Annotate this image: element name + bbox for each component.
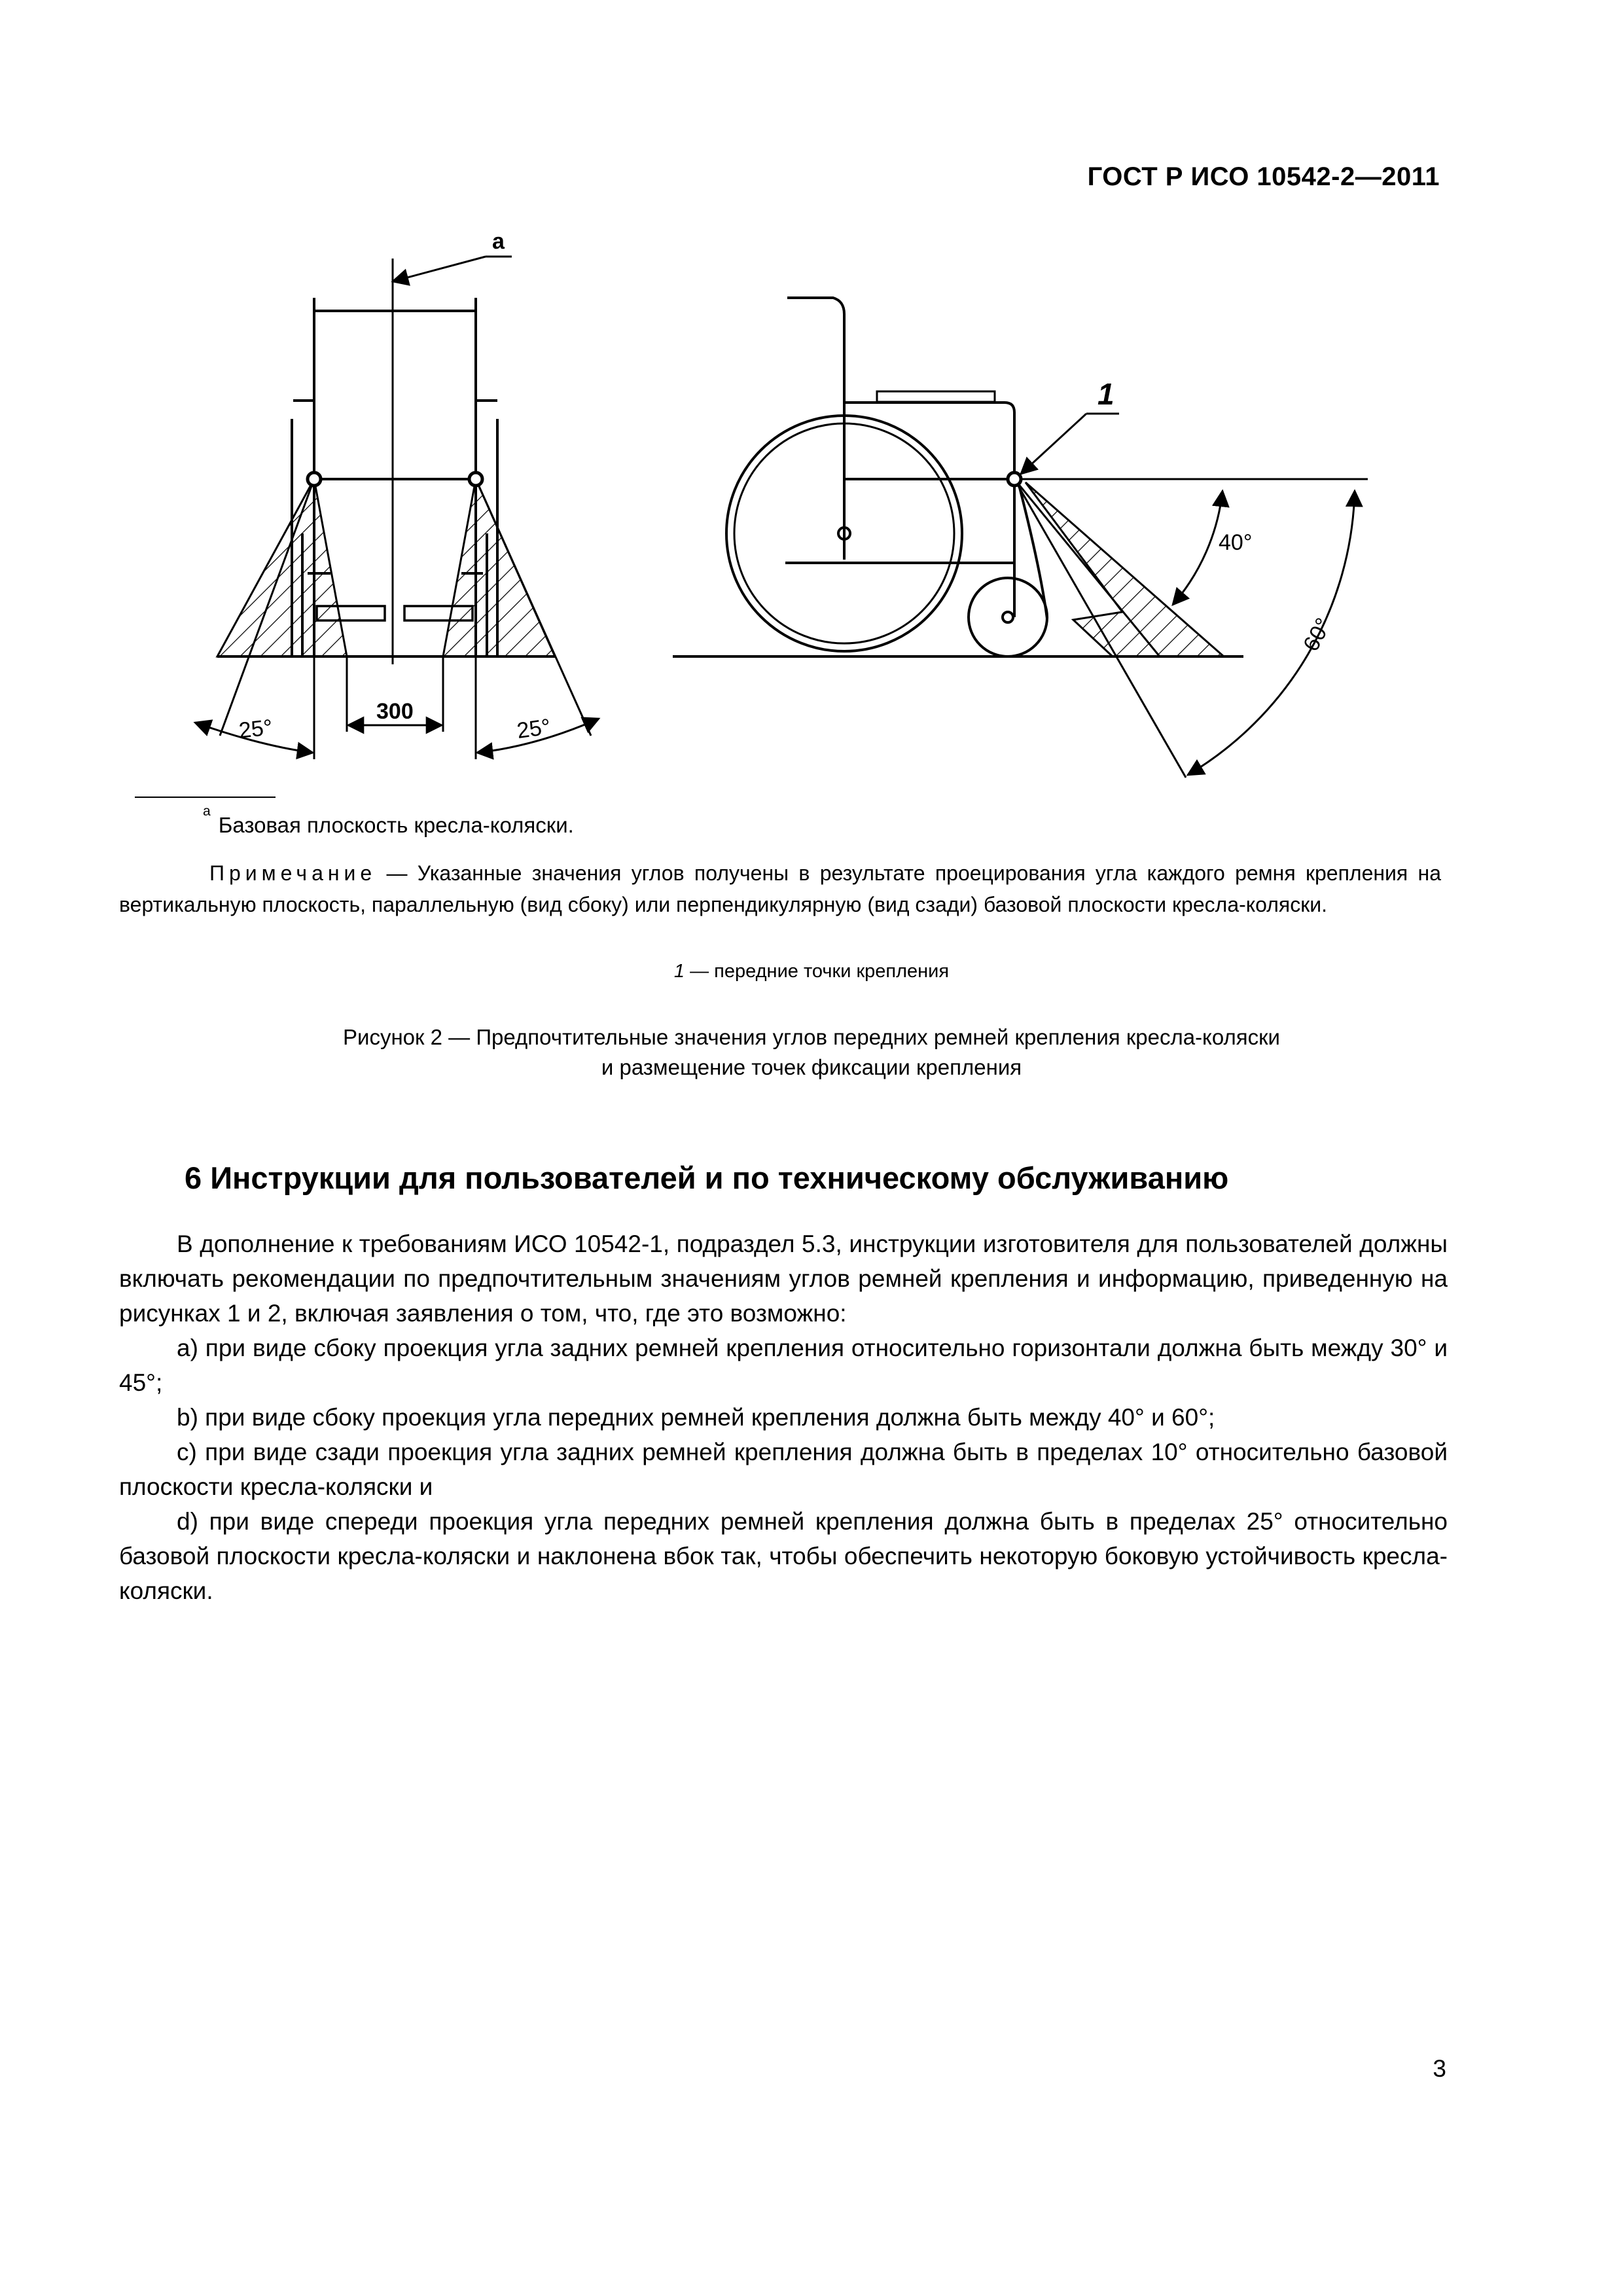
rear-strap-zones: [217, 479, 555, 656]
rear-dimension-lines: [195, 257, 599, 759]
rear-dimension-label: 300: [376, 699, 414, 724]
side-strap-zone: [1026, 482, 1224, 656]
front-point-label: 1: [1097, 377, 1115, 411]
figure-note: [119, 857, 1441, 920]
figure-legend: [0, 961, 1623, 982]
paragraph-intro: В дополнение к требованиям ИСО 10542-1, подраздел 5.3, инструкции изготовителя для пользователей должны включать рекомендации по предпочтительным значениям углов ремней крепления и информацию, приведенную на рисунках 1 и 2, включая заявления о том, что, где это возможно:: [119, 1230, 1448, 1327]
rear-angle-right-label: 25°: [515, 714, 552, 744]
legend-key: 1: [673, 961, 685, 982]
list-item-b: b) при виде сбоку проекция угла передних ремней крепления должна быть между 40° и 60°;: [177, 1404, 1215, 1431]
caption-line-1: Рисунок 2 — Предпочтительные значения углов передних ремней крепления кресла-коляски: [343, 1025, 1280, 1049]
rear-angle-left-label: 25°: [238, 715, 274, 744]
list-item-d: d) при виде спереди проекция угла передних ремней крепления должна быть в пределах 25° относительно базовой плоскости кресла-коляски и наклонена вбок так, чтобы обеспечить некоторую боковую устойчивость кресла-коляски.: [119, 1508, 1448, 1604]
list-item-c: c) при виде сзади проекция угла задних ремней крепления должна быть в пределах 10° относительно базовой плоскости кресла-коляски и: [119, 1439, 1448, 1500]
document-code: ГОСТ Р ИСО 10542-2—2011: [1087, 162, 1440, 191]
side-angle-max-label: 60°: [1298, 614, 1336, 656]
section-heading: 6 Инструкции для пользователей и по техническому обслуживанию: [185, 1160, 1229, 1195]
front-anchor-point: [1008, 473, 1021, 486]
figure-caption: [0, 1022, 1623, 1083]
footnote-marker: a: [203, 804, 211, 819]
side-angle-lines: [1014, 414, 1368, 778]
list-item-a: a) при виде сбоку проекция угла задних ремней крепления относительно горизонтали должна быть между 30° и 45°;: [119, 1335, 1448, 1396]
reference-plane-label: a: [492, 229, 505, 254]
figure-2-diagram: [0, 0, 1623, 798]
footnote-text: Базовая плоскость кресла-коляски.: [218, 813, 574, 837]
side-angle-min-label: 40°: [1219, 530, 1253, 555]
caption-line-2: и размещение точек фиксации крепления: [601, 1055, 1022, 1079]
footnote: [203, 804, 574, 838]
legend-text: — передние точки крепления: [685, 961, 950, 982]
section-body: [119, 1227, 1448, 1608]
note-text: — Указанные значения углов получены в результате проецирования угла каждого ремня крепления на вертикальную плоскость, параллельную (вид сбоку) или перпендикулярную (вид сзади) базовой плоскости кресла-коляски.: [119, 861, 1441, 916]
page-number: 3: [1433, 2055, 1446, 2082]
footnote-separator: [135, 797, 276, 798]
note-label: Примечание: [209, 861, 377, 885]
